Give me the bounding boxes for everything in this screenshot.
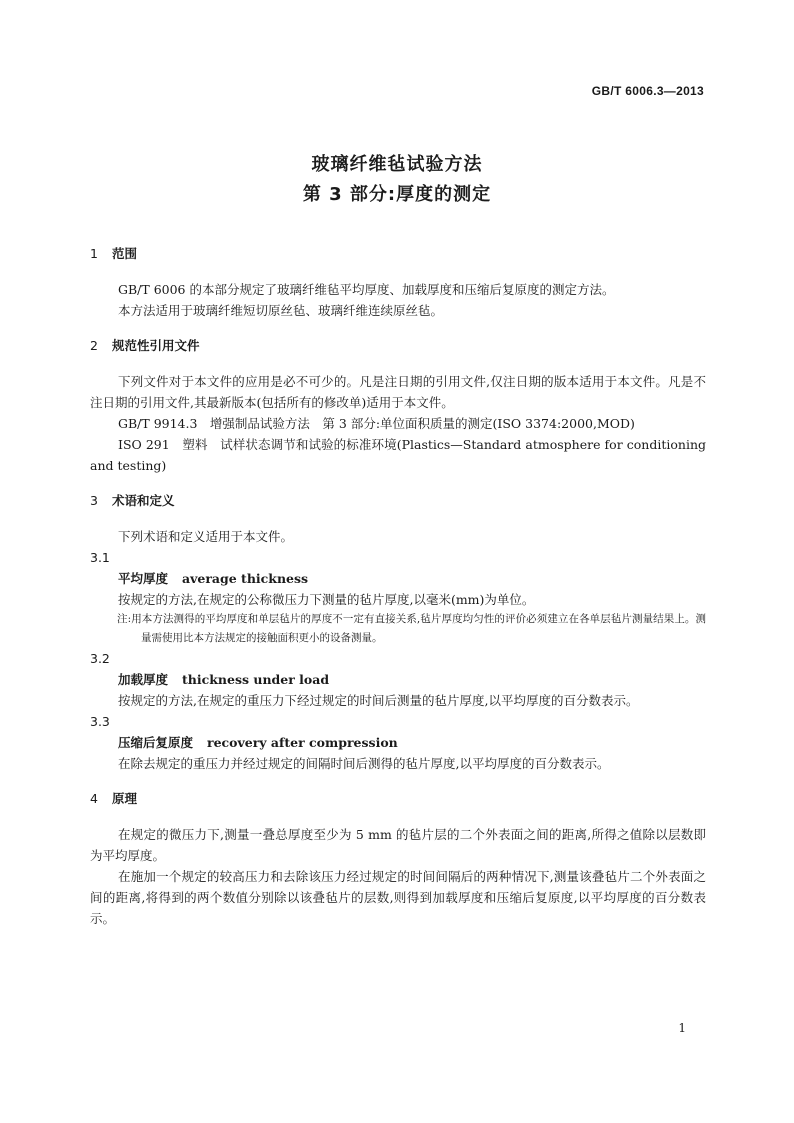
section-normative-references [90, 335, 706, 476]
standard-number: GB/T 6006.3—2013 [591, 84, 704, 98]
term-en: average thickness [182, 571, 309, 586]
term-entry [90, 669, 706, 690]
term-entry [90, 732, 706, 753]
paragraph: 在施加一个规定的较高压力和去除该压力经过规定的时间间隔后的两种情况下,测量该叠毡片二个外表面之间的距离,将得到的两个数值分别除以该叠毡片的层数,则得到加载厚度和压缩后复原度,以平均厚度的百分数表示。 [90, 869, 706, 926]
paragraph: GB/T 6006 的本部分规定了玻璃纤维毡平均厚度、加载厚度和压缩后复原度的测定方法。 [118, 282, 615, 297]
section-heading [90, 490, 706, 512]
document-body [90, 243, 706, 929]
term-entry [90, 568, 706, 589]
section-number: 2 [90, 338, 98, 353]
title-line-1: 玻璃纤维毡试验方法 [311, 154, 483, 175]
term-zh: 加载厚度 [118, 672, 169, 687]
paragraph: 下列文件对于本文件的应用是必不可少的。凡是注日期的引用文件,仅注日期的版本适用于本文件。凡是不注日期的引用文件,其最新版本(包括所有的修改单)适用于本文件。 [90, 374, 706, 410]
section-number: 4 [90, 791, 98, 806]
paragraph: 在规定的微压力下,测量一叠总厚度至少为 5 mm 的毡片层的二个外表面之间的距离,所得之值除以层数即为平均厚度。 [90, 827, 706, 863]
term-note: 注:用本方法测得的平均厚度和单层毡片的厚度不一定有直接关系,毡片厚度均匀性的评价必须建立在各单层毡片测量结果上。测量需使用比本方法规定的接触面积更小的设备测量。 [117, 613, 706, 644]
section-title: 原理 [112, 791, 138, 806]
page-number: 1 [678, 1021, 686, 1035]
term-definition: 在除去规定的重压力并经过规定的间隔时间后测得的毡片厚度,以平均厚度的百分数表示。 [118, 756, 610, 771]
section-scope [90, 243, 706, 321]
section-terms-and-definitions [90, 490, 706, 774]
section-principle [90, 788, 706, 929]
clause-number: 3.2 [90, 651, 110, 666]
section-heading [90, 243, 706, 265]
clause-number: 3.1 [90, 550, 110, 565]
reference-item: ISO 291 塑料 试样状态调节和试验的标准环境(Plastics—Standard atmosphere for conditioning and testing) [90, 437, 706, 473]
reference-item: GB/T 9914.3 增强制品试验方法 第 3 部分:单位面积质量的测定(ISO 3374:2000,MOD) [118, 416, 635, 431]
clause-number: 3.3 [90, 714, 110, 729]
title-line-2: 第 3 部分:厚度的测定 [302, 184, 492, 205]
section-heading [90, 788, 706, 810]
term-en: thickness under load [182, 672, 330, 687]
section-heading [90, 335, 706, 357]
term-definition: 按规定的方法,在规定的公称微压力下测量的毡片厚度,以毫米(mm)为单位。 [118, 592, 535, 607]
section-title: 术语和定义 [112, 493, 175, 508]
paragraph: 本方法适用于玻璃纤维短切原丝毡、玻璃纤维连续原丝毡。 [118, 303, 444, 318]
term-en: recovery after compression [207, 735, 398, 750]
paragraph: 下列术语和定义适用于本文件。 [118, 529, 294, 544]
term-zh: 压缩后复原度 [118, 735, 194, 750]
section-number: 1 [90, 246, 98, 261]
term-definition: 按规定的方法,在规定的重压力下经过规定的时间后测量的毡片厚度,以平均厚度的百分数表示。 [118, 693, 639, 708]
document-title [0, 150, 794, 210]
section-title: 范围 [112, 246, 138, 261]
section-title: 规范性引用文件 [112, 338, 200, 353]
term-zh: 平均厚度 [118, 571, 169, 586]
section-number: 3 [90, 493, 98, 508]
